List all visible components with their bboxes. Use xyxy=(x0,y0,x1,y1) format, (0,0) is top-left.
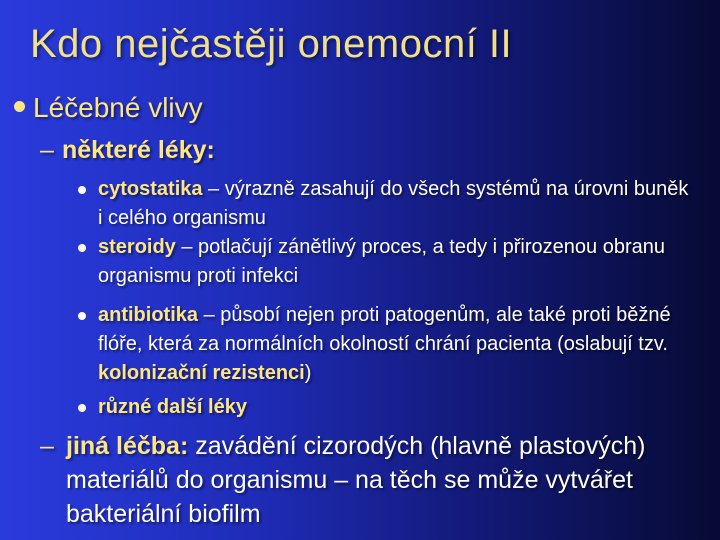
bullet-dot-icon xyxy=(78,186,86,194)
bullet-level2-other xyxy=(40,429,700,531)
item-text: – působí nejen proti patogenům, ale také proti běžné flóře, která za normálních okolností chrání pacienta (oslabují tzv. xyxy=(98,304,671,355)
bullet-level1-label: Léčebné vlivy xyxy=(33,92,203,123)
item-keyword: různé další léky xyxy=(98,396,247,418)
bullet-dot-icon xyxy=(78,404,86,412)
bullet-level2 xyxy=(40,136,215,165)
bullet-level1 xyxy=(14,92,203,124)
item-keyword: steroidy xyxy=(98,236,176,258)
item-text: – výrazně zasahují do všech systémů na úrovni buněk i celého organismu xyxy=(98,178,689,229)
bullet-level2-label: některé léky: xyxy=(62,136,215,164)
item-keyword-2: kolonizační rezistenci xyxy=(98,362,305,384)
list-item xyxy=(78,233,698,291)
item-text-2: ) xyxy=(304,362,312,384)
item-keyword: antibiotika xyxy=(98,304,199,326)
other-text: zavádění cizorodých (hlavně plastových) materiálů do organismu – na těch se může vytvářet bakteriální biofilm xyxy=(66,432,646,528)
bullet-dot-icon xyxy=(78,244,86,252)
item-keyword: cytostatika xyxy=(98,178,203,200)
list-item xyxy=(78,175,698,233)
slide-title: Kdo nejčastěji onemocní II xyxy=(30,22,513,66)
bullet-dot-icon xyxy=(78,312,86,320)
item-text: – potlačují zánětlivý proces, a tedy i přirozenou obranu organismu proti infekci xyxy=(98,236,665,287)
other-keyword: jiná léčba: xyxy=(66,432,189,460)
list-item xyxy=(78,301,698,388)
dash-marker: – xyxy=(40,136,54,164)
bullet-dot-icon xyxy=(14,101,25,112)
list-item xyxy=(78,393,698,422)
dash-marker: – xyxy=(40,432,54,460)
